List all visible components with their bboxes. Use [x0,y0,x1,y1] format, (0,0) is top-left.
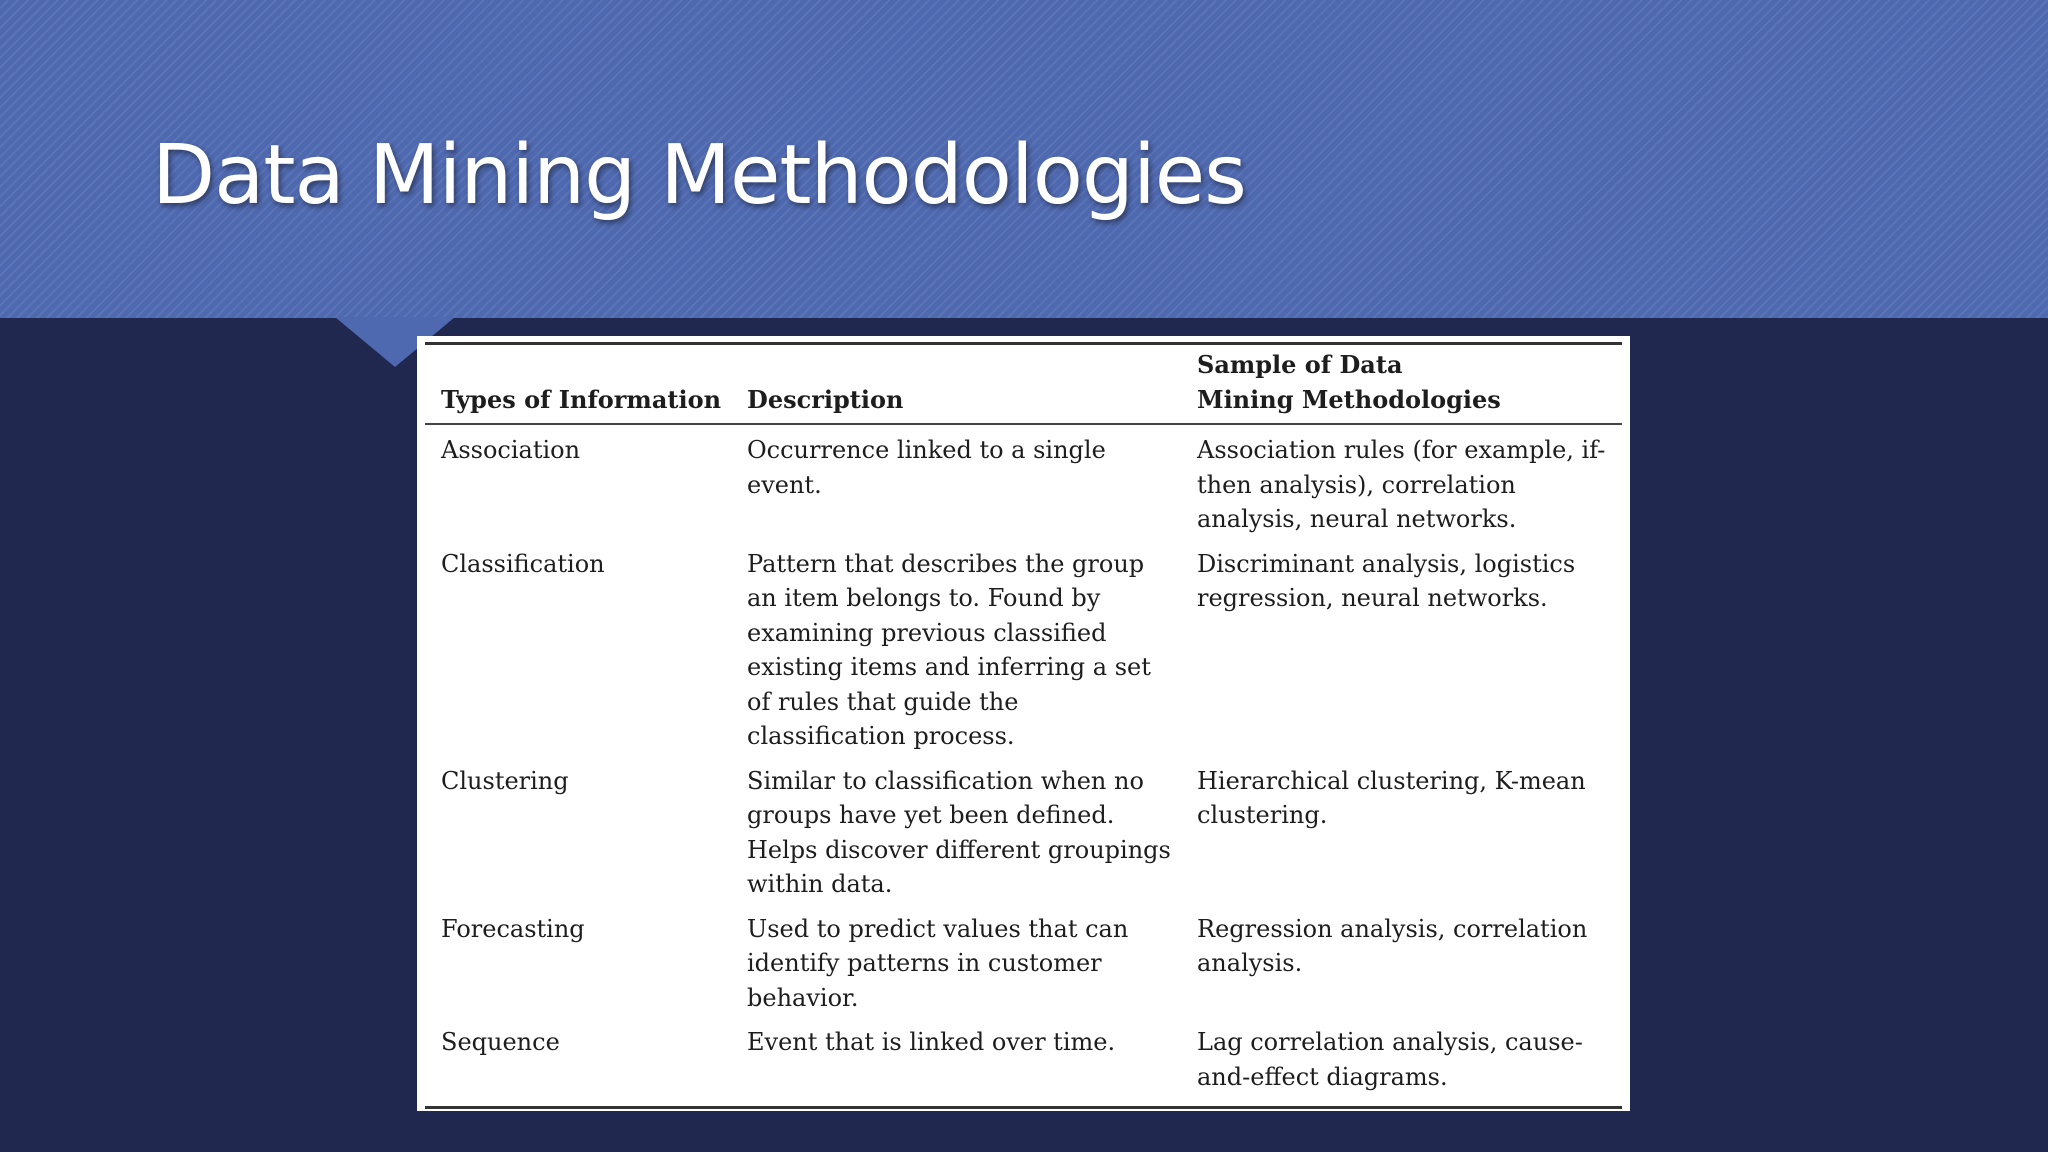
row-description: Similar to classification when no groups have yet been defined. Helps discover different groupings within data. [747,766,1171,898]
header-types: Types of Information [425,348,731,424]
row-type: Association [441,436,581,464]
table-header-row [425,348,1622,424]
methodologies-table [425,348,1622,1096]
table-row [425,904,1622,1018]
table-row [425,424,1622,539]
row-description: Occurrence linked to a single event. [747,436,1106,499]
row-type: Classification [441,549,605,578]
row-methodologies: Hierarchical clustering, K-mean clustering. [1197,766,1586,829]
row-methodologies: Lag correlation analysis, cause-and-effect diagrams. [1197,1028,1583,1091]
row-methodologies: Association rules (for example, if-then analysis), correlation analysis, neural networks. [1197,436,1606,533]
table-row [425,1017,1622,1096]
header-description: Description [731,348,1181,424]
table-top-rule [425,342,1622,345]
header-methodologies: Sample of Data Mining Methodologies [1181,348,1622,424]
methodologies-table-image [417,336,1630,1111]
row-description: Event that is linked over time. [747,1028,1116,1056]
table-row [425,756,1622,904]
row-type: Sequence [441,1028,560,1056]
row-methodologies: Discriminant analysis, logistics regression, neural networks. [1197,549,1576,612]
row-description: Pattern that describes the group an item belongs to. Found by examining previous classified existing items and inferring a set of rules that guide the classification process. [747,549,1151,750]
row-description: Used to predict values that can identify patterns in customer behavior. [747,914,1129,1012]
row-type: Clustering [441,766,569,795]
table-bottom-rule [425,1106,1622,1109]
table-row [425,539,1622,756]
row-type: Forecasting [441,914,585,943]
slide-title: Data Mining Methodologies [152,128,1246,223]
row-methodologies: Regression analysis, correlation analysis. [1197,914,1588,977]
